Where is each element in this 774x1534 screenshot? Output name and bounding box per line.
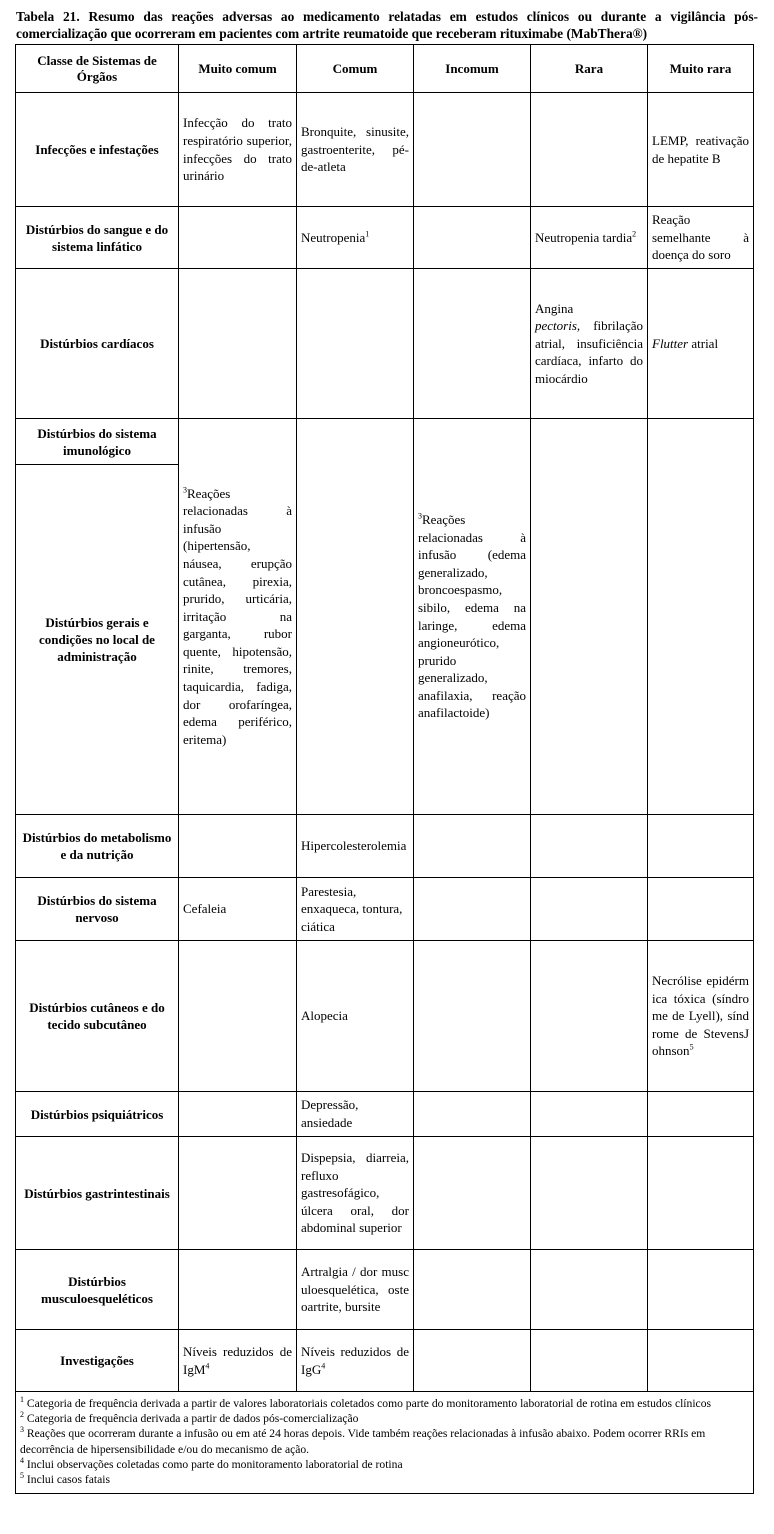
class-cell: Distúrbios do sistema imunológico: [16, 419, 179, 465]
very-common-cell: [179, 1330, 297, 1392]
very-common-cell: Cefaleia: [179, 878, 297, 941]
footnotes: [16, 1392, 754, 1494]
very-common-cell: [179, 941, 297, 1092]
common-cell: [297, 419, 414, 815]
rare-cell: [531, 941, 648, 1092]
uncommon-cell: [414, 1092, 531, 1137]
footnote-ref: 2: [632, 229, 637, 239]
adverse-reactions-table: [15, 44, 754, 1494]
uncommon-cell: [414, 207, 531, 269]
table-row: [16, 1092, 754, 1137]
uncommon-cell: [414, 878, 531, 941]
very-rare-cell: [648, 419, 754, 815]
very-common-text: Reações relacionadas à infusão (hipertensão, náusea, erupção cutânea, pirexia, prurido, urticária, irritação na garganta, rubor quente, hipotensão, rinite, tremores, taquicardia, fadiga, dor orofaríngea, edema periférico, eritema): [183, 485, 292, 747]
common-cell: [297, 1330, 414, 1392]
very-common-cell: [179, 815, 297, 878]
uncommon-cell: [414, 1137, 531, 1250]
very-common-cell: [179, 1250, 297, 1330]
rare-cell: [531, 815, 648, 878]
footnote-text: Inclui casos fatais: [26, 1473, 110, 1487]
footnote-mark: 1: [20, 1395, 24, 1405]
very-rare-cell: [648, 1137, 754, 1250]
common-cell: Dispepsia, diarreia, refluxo gastresofágico, úlcera oral, dor abdominal superior: [297, 1137, 414, 1250]
footnote-mark: 4: [20, 1455, 24, 1465]
class-cell: Distúrbios gerais e condições no local de administração: [16, 465, 179, 815]
rare-cell: [531, 419, 648, 815]
header-very-rare: Muito rara: [648, 45, 754, 93]
common-cell: Artralgia / dor musculoesquelética, osteoartrite, bursite: [297, 1250, 414, 1330]
class-cell: Distúrbios do metabolismo e da nutrição: [16, 815, 179, 878]
very-rare-cell: [648, 1092, 754, 1137]
common-text: Neutropenia: [301, 229, 366, 245]
footnotes-row: [16, 1392, 754, 1494]
table-row: [16, 1330, 754, 1392]
rare-text: Angina: [535, 300, 574, 316]
table-row: [16, 419, 754, 465]
rare-cell: [531, 1092, 648, 1137]
header-rare: Rara: [531, 45, 648, 93]
uncommon-cell: [414, 269, 531, 419]
uncommon-text: Reações relacionadas à infusão (edema generalizado, broncoespasmo, sibilo, edema na laringe, edema angioneurótico, prurido generalizado, anafilaxia, reação anafilactoide): [418, 511, 526, 721]
table-row: [16, 1137, 754, 1250]
common-cell: [297, 269, 414, 419]
rare-text: Neutropenia tardia: [535, 229, 633, 245]
very-common-text: Níveis reduzidos de IgM: [183, 1343, 292, 1377]
class-cell: Infecções e infestações: [16, 93, 179, 207]
header-common: Comum: [297, 45, 414, 93]
very-rare-cell: [648, 941, 754, 1092]
footnote: [20, 1472, 749, 1487]
footnote-text: Inclui observações coletadas como parte do monitoramento laboratorial de rotina: [26, 1457, 403, 1471]
footnote-ref: 3: [183, 485, 187, 495]
footnote-ref: 4: [321, 1361, 326, 1371]
common-cell: Depressão, ansiedade: [297, 1092, 414, 1137]
table-row: [16, 93, 754, 207]
footnote-text: Categoria de frequência derivada a partir de valores laboratoriais coletados como parte do monitoramento laboratorial de rotina em estudos clínicos: [26, 1397, 711, 1410]
class-cell: Distúrbios cutâneos e do tecido subcutâneo: [16, 941, 179, 1092]
uncommon-cell: [414, 941, 531, 1092]
footnote-ref: 3: [418, 511, 422, 521]
footnote-mark: 5: [20, 1471, 24, 1481]
very-rare-cell: [648, 1250, 754, 1330]
uncommon-cell: [414, 93, 531, 207]
class-cell: Distúrbios musculoesqueléticos: [16, 1250, 179, 1330]
very-common-cell: Infecção do trato respiratório superior, infecções do trato urinário: [179, 93, 297, 207]
common-cell: [297, 207, 414, 269]
footnote: [20, 1426, 749, 1456]
footnote-mark: 3: [20, 1425, 24, 1435]
class-cell: Distúrbios gastrintestinais: [16, 1137, 179, 1250]
footnote-ref: 4: [205, 1361, 210, 1371]
very-rare-cell: [648, 1330, 754, 1392]
header-class: Classe de Sistemas de Órgãos: [16, 45, 179, 93]
very-rare-text: atrial: [691, 335, 719, 351]
very-common-cell: [179, 1137, 297, 1250]
rare-cell: [531, 878, 648, 941]
class-cell: Distúrbios do sistema nervoso: [16, 878, 179, 941]
rare-text-italic: pectoris,: [535, 318, 581, 334]
class-cell: Distúrbios do sangue e do sistema linfático: [16, 207, 179, 269]
table-row: [16, 815, 754, 878]
footnote: [20, 1457, 749, 1472]
rare-cell: [531, 207, 648, 269]
very-rare-cell: [648, 269, 754, 419]
table-row: [16, 207, 754, 269]
very-rare-cell: Reação semelhante à doença do soro: [648, 207, 754, 269]
class-cell: Investigações: [16, 1330, 179, 1392]
class-cell: Distúrbios cardíacos: [16, 269, 179, 419]
rare-cell: [531, 269, 648, 419]
very-common-cell: [179, 419, 297, 815]
common-cell: Parestesia, enxaqueca, tontura, ciática: [297, 878, 414, 941]
rare-cell: [531, 1250, 648, 1330]
header-very-common: Muito comum: [179, 45, 297, 93]
very-rare-cell: [648, 815, 754, 878]
header-row: [16, 45, 754, 93]
table-row: [16, 878, 754, 941]
table-row: [16, 1250, 754, 1330]
very-common-cell: [179, 269, 297, 419]
uncommon-cell: [414, 419, 531, 815]
rare-cell: [531, 1137, 648, 1250]
common-text: Níveis reduzidos de IgG: [301, 1343, 409, 1377]
table-caption: Tabela 21. Resumo das reações adversas ao medicamento relatadas em estudos clínicos ou durante a vigilância pós-comercialização que ocorreram em pacientes com artrite reumatoide que receberam rituximabe (MabThera®): [16, 9, 758, 41]
footnote-ref: 5: [689, 1043, 694, 1053]
footnote: [20, 1411, 749, 1426]
uncommon-cell: [414, 1330, 531, 1392]
very-common-cell: [179, 207, 297, 269]
very-rare-cell: LEMP, reativação de hepatite B: [648, 93, 754, 207]
very-rare-cell: [648, 878, 754, 941]
common-cell: Hipercolesterolemia: [297, 815, 414, 878]
footnote-ref: 1: [365, 229, 370, 239]
very-rare-text-italic: Flutter: [652, 335, 689, 351]
common-cell: Alopecia: [297, 941, 414, 1092]
uncommon-cell: [414, 1250, 531, 1330]
footnote-mark: 2: [20, 1410, 24, 1420]
table-row: [16, 269, 754, 419]
uncommon-cell: [414, 815, 531, 878]
header-uncommon: Incomum: [414, 45, 531, 93]
footnote: [20, 1396, 749, 1411]
footnote-text: Reações que ocorreram durante a infusão ou em até 24 horas depois. Vide também reações relacionadas à infusão abaixo. Podem ocorrer RRIs em decorrência de hipersensibilidade e/ou do mecanismo de ação.: [20, 1427, 706, 1456]
class-cell: Distúrbios psiquiátricos: [16, 1092, 179, 1137]
very-rare-text: Necrólise epidérmica tóxica (síndrome de Lyell), síndrome de StevensJohnson: [652, 973, 749, 1059]
rare-cell: [531, 1330, 648, 1392]
rare-text: fibrilação atrial, insuficiência cardíaca, infarto do miocárdio: [535, 318, 643, 386]
very-common-cell: [179, 1092, 297, 1137]
rare-cell: [531, 93, 648, 207]
common-cell: Bronquite, sinusite, gastroenterite, pé-de-atleta: [297, 93, 414, 207]
table-row: [16, 941, 754, 1092]
footnote-text: Categoria de frequência derivada a partir de dados pós-comercialização: [26, 1412, 359, 1426]
